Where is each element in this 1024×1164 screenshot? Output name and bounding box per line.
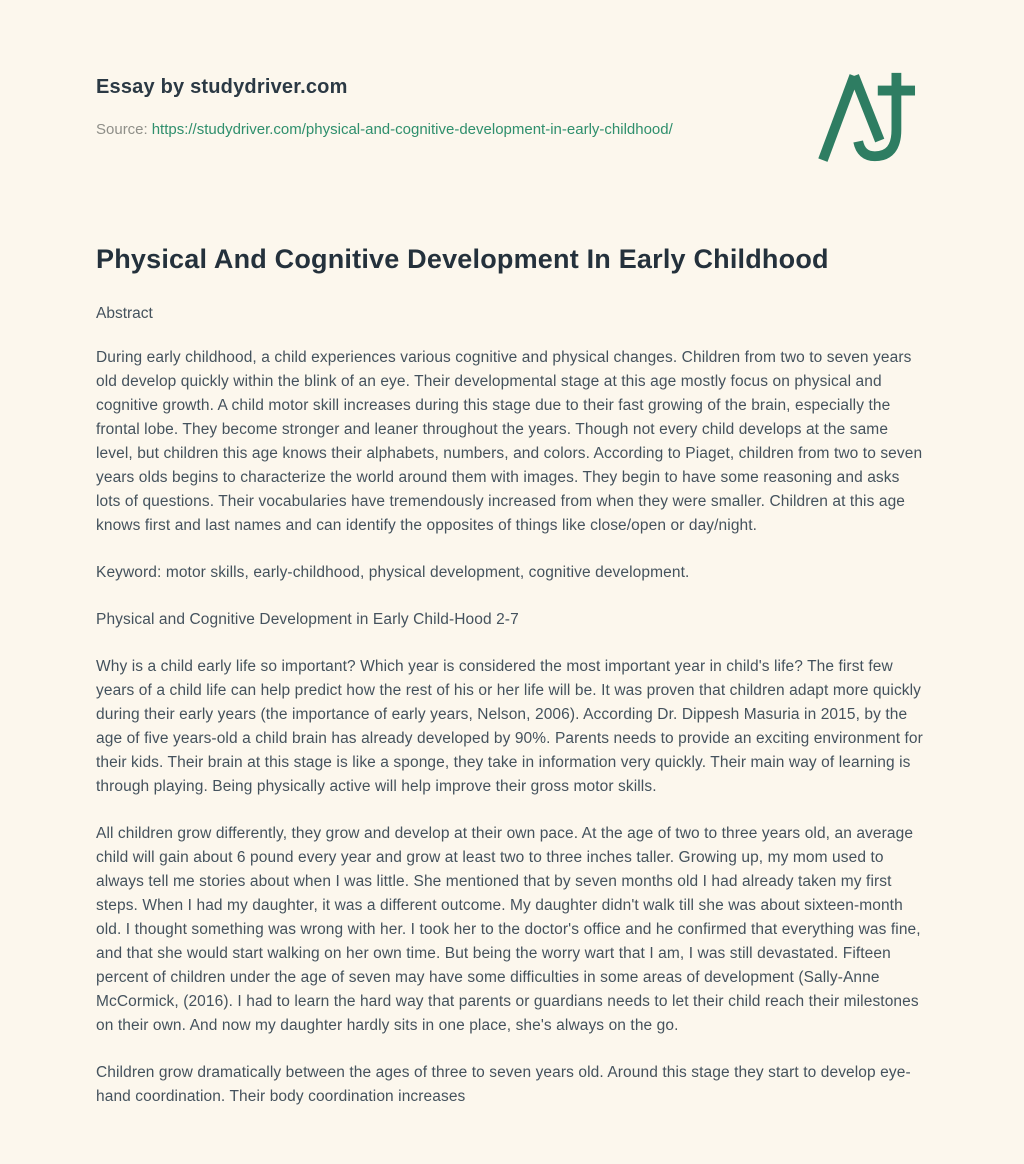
abstract-heading: Abstract: [96, 305, 153, 323]
source-line: [96, 121, 928, 138]
source-label: Source:: [96, 121, 148, 138]
running-head-paragraph: Physical and Cognitive Development in Early Child-Hood 2-7: [96, 611, 519, 629]
source-link[interactable]: https://studydriver.com/physical-and-cognitive-development-in-early-childhood/: [151, 121, 673, 138]
studydriver-logo-icon: [818, 68, 916, 168]
brand-text: Essay by studydriver.com: [96, 76, 348, 98]
keywords-paragraph: Keyword: motor skills, early-childhood, physical development, cognitive development.: [96, 564, 690, 582]
document-header: [96, 0, 928, 138]
essay-article: [96, 242, 928, 1109]
body-paragraph-2: All children grow differently, they grow and develop at their own pace. At the age of two to three years old, an average child will gain about 6 pound every year and grow at least two to three inches taller. Growing up, my mom used to always tell me stories about when I was little. She mentioned that by seven months old I had already taken my first steps. When I had my daughter, it was a different outcome. My daughter didn't walk till she was about sixteen-month old. I thought something was wrong with her. I took her to the doctor's office and he confirmed that everything was fine, and that she would start walking on her own time. But being the worry wart that I am, I was still devastated. Fifteen percent of children under the age of seven may have some difficulties in some areas of development (Sally-Anne McCormick, (2016). I had to learn the hard way that parents or guardians needs to let their child reach their milestones on their own. And now my daughter hardly sits in one place, she's always on the go.: [96, 825, 921, 1035]
abstract-paragraph: During early childhood, a child experiences various cognitive and physical changes. Children from two to seven years old develop quickly within the blink of an eye. Their developmental stage at this age mostly focus on physical and cognitive growth. A child motor skill increases during this stage due to their fast growing of the brain, especially the frontal lobe. They become stronger and leaner throughout the years. Though not every child develops at the same level, but children this age knows their alphabets, numbers, and colors. According to Piaget, children from two to seven years olds begins to characterize the world around them with images. They begin to have some reasoning and asks lots of questions. Their vocabularies have tremendously increased from when they were smaller. Children at this age knows first and last names and can identify the opposites of things like close/open or day/night.: [96, 349, 923, 535]
page-title: Physical And Cognitive Development In Early Childhood: [96, 244, 829, 274]
body-paragraph-1: Why is a child early life so important? Which year is considered the most important year in child's life? The first few years of a child life can help predict how the rest of his or her life will be. It was proven that children adapt more quickly during their early years (the importance of early years, Nelson, 2006). According Dr. Dippesh Masuria in 2015, by the age of five years-old a child brain has already developed by 90%. Parents needs to provide an exciting environment for their kids. Their brain at this stage is like a sponge, they take in information very quickly. Their main way of learning is through playing. Being physically active will help improve their gross motor skills.: [96, 658, 923, 796]
body-paragraph-3: Children grow dramatically between the ages of three to seven years old. Around this stage they start to develop eye-hand coordination. Their body coordination increases: [96, 1064, 911, 1106]
